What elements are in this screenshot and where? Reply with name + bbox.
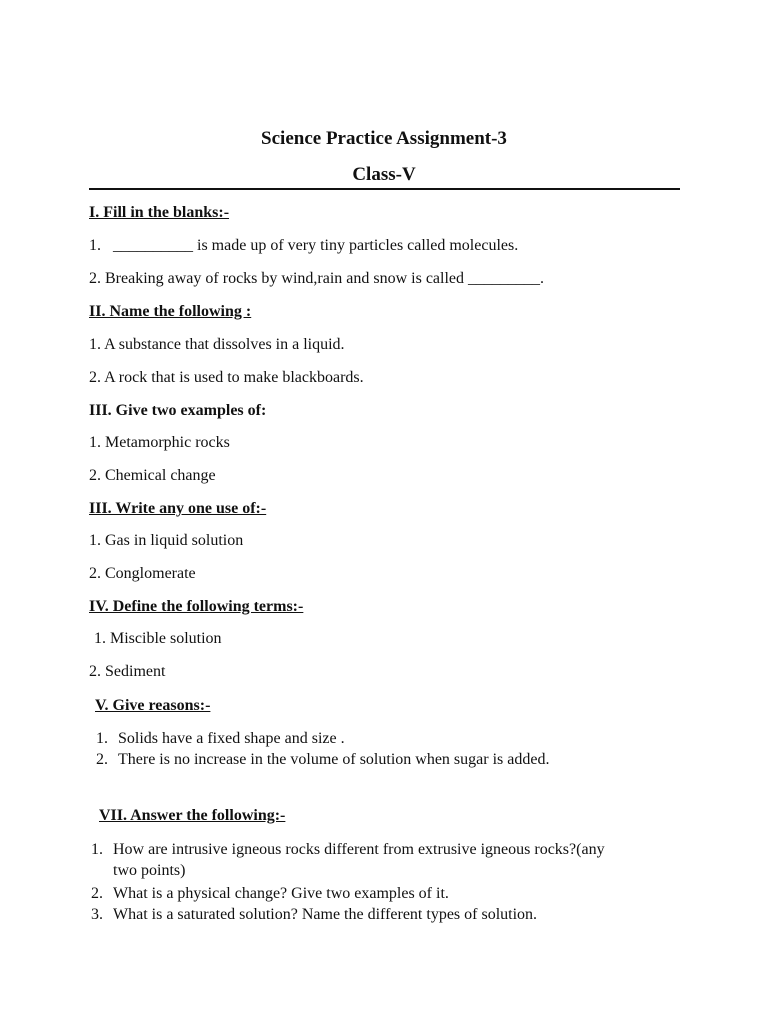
list-item xyxy=(89,662,165,682)
item-text: A rock that is used to make blackboards. xyxy=(104,369,364,386)
item-number: 1. xyxy=(91,841,103,858)
list-item xyxy=(91,840,605,860)
item-text: Miscible solution xyxy=(110,630,222,647)
item-text: Metamorphic rocks xyxy=(105,434,230,451)
list-item xyxy=(91,905,537,925)
item-text: Gas in liquid solution xyxy=(105,532,244,549)
list-item xyxy=(89,531,243,551)
item-text: There is no increase in the volume of solution when sugar is added. xyxy=(118,751,550,768)
section-heading-name-following: II. Name the following : xyxy=(89,303,252,320)
item-text: Breaking away of rocks by wind,rain and snow is called _________. xyxy=(105,270,545,287)
list-item xyxy=(89,368,364,388)
section-heading-fill-blanks: I. Fill in the blanks:- xyxy=(89,204,230,221)
section-heading-answer-following: VII. Answer the following:- xyxy=(99,807,286,824)
item-text: __________ is made up of very tiny particles called molecules. xyxy=(113,237,519,254)
section-heading-define-terms: IV. Define the following terms:- xyxy=(89,598,304,615)
item-text: Conglomerate xyxy=(105,565,196,582)
section-heading-write-use: III. Write any one use of:- xyxy=(89,500,267,517)
item-number: 2. xyxy=(96,751,108,768)
item-text: Sediment xyxy=(105,663,166,680)
item-text: How are intrusive igneous rocks different from extrusive igneous rocks?(any xyxy=(113,841,605,858)
item-number: 1. xyxy=(89,336,101,353)
item-text: A substance that dissolves in a liquid. xyxy=(104,336,345,353)
list-item xyxy=(89,433,230,453)
item-number: 1. xyxy=(89,434,101,451)
item-text-continuation: two points) xyxy=(113,862,186,879)
section-heading-two-examples: III. Give two examples of: xyxy=(89,402,267,419)
item-text: Solids have a fixed shape and size . xyxy=(118,730,345,747)
list-item xyxy=(91,884,449,904)
item-number: 2. xyxy=(89,663,101,680)
list-item xyxy=(94,629,222,649)
page-title: Science Practice Assignment-3 xyxy=(261,128,507,149)
list-item xyxy=(89,269,544,289)
list-item xyxy=(89,335,345,355)
list-item xyxy=(89,236,518,256)
item-number: 2. xyxy=(91,885,103,902)
class-label: Class-V xyxy=(352,164,416,185)
item-number: 3. xyxy=(91,906,103,923)
item-text: What is a saturated solution? Name the different types of solution. xyxy=(113,906,538,923)
item-text: Chemical change xyxy=(105,467,216,484)
item-number: 2. xyxy=(89,369,101,386)
item-number: 1. xyxy=(89,237,101,254)
item-number: 2. xyxy=(89,565,101,582)
list-item xyxy=(89,564,196,584)
section-heading-give-reasons: V. Give reasons:- xyxy=(95,697,211,714)
list-item xyxy=(89,466,216,486)
list-item xyxy=(96,750,549,770)
item-number: 2. xyxy=(89,270,101,287)
list-item xyxy=(96,729,345,749)
item-number: 2. xyxy=(89,467,101,484)
title-divider xyxy=(89,188,680,190)
item-number: 1. xyxy=(96,730,108,747)
item-number: 1. xyxy=(89,532,101,549)
item-text: What is a physical change? Give two examples of it. xyxy=(113,885,449,902)
item-number: 1. xyxy=(94,630,106,647)
